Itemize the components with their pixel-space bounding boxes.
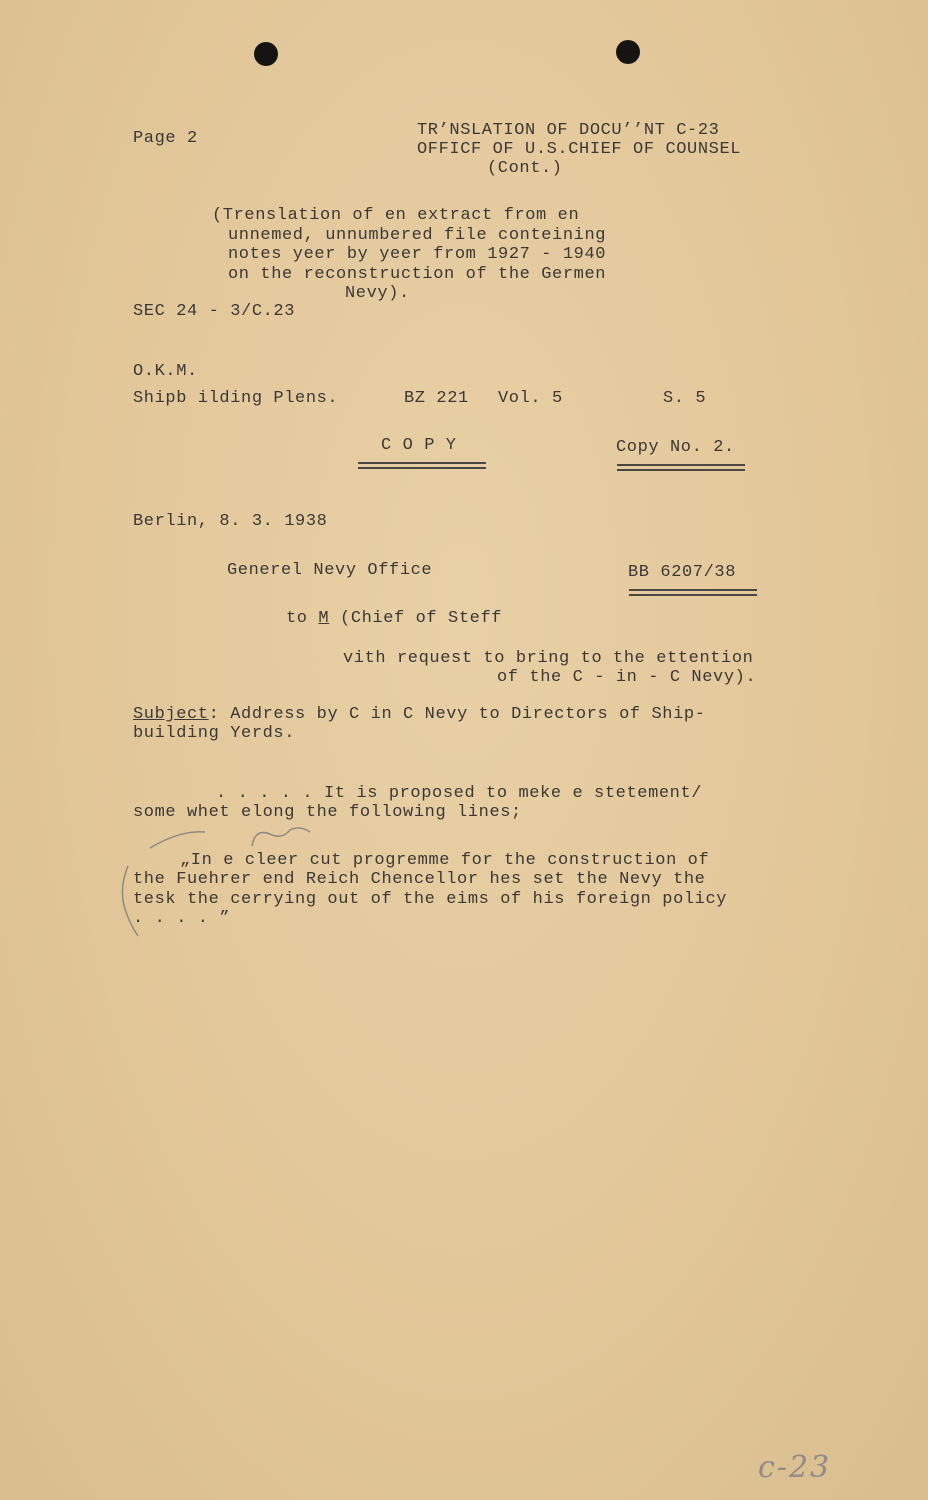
body-para2-line2: the Fuehrer end Reich Chencellor hes set the Nevy the	[133, 870, 706, 889]
s-reference: S. 5	[663, 389, 707, 408]
copy-heading: C O P Y	[381, 436, 457, 455]
volume-reference: Vol. 5	[498, 389, 563, 408]
body-para2-line4: . . . . ”	[133, 909, 231, 928]
subject-line2: building Yerds.	[133, 724, 296, 743]
okm-label: O.K.M.	[133, 362, 198, 381]
shipbuilding-plans-label: Shipb ilding Plens.	[133, 389, 339, 408]
body-para2-line1: „In e cleer cut progremme for the construction of	[180, 851, 710, 870]
subject-label: Subject	[133, 705, 209, 724]
sender-office: Generel Nevy Office	[227, 561, 433, 580]
subject-text: : Address by C in C Nevy to Directors of Ship-	[208, 705, 706, 724]
body-para1-line1: . . . . . It is proposed to meke e stetement/	[216, 784, 703, 803]
extract-note-line4: on the reconstruction of the Germen	[228, 265, 607, 284]
extract-note-line5: Nevy).	[345, 284, 410, 303]
header-title-line3: (Cont.)	[487, 159, 563, 178]
recipient-suffix: (Chief of Steff	[329, 609, 503, 628]
bb-reference: BB 6207/38	[628, 563, 737, 582]
copy-heading-rule	[358, 462, 486, 469]
handwritten-document-number: c-23	[758, 1450, 832, 1485]
recipient-m: M	[318, 609, 330, 628]
sec-reference: SEC 24 - 3/C.23	[133, 302, 296, 321]
copy-number-rule	[617, 464, 745, 471]
extract-note-line3: notes yeer by yeer from 1927 - 1940	[228, 245, 607, 264]
body-para1-line2: some whet elong the following lines;	[133, 803, 522, 822]
page-number: Page 2	[133, 129, 198, 148]
bb-reference-rule	[629, 589, 757, 596]
request-line2: of the C - in - C Nevy).	[497, 668, 757, 687]
request-line1: vith request to bring to the ettention	[343, 649, 754, 668]
copy-number: Copy No. 2.	[616, 438, 735, 457]
body-para2-line3: tesk the cerrying out of the eims of his foreign policy	[133, 890, 728, 909]
recipient-prefix: to	[286, 609, 319, 628]
punch-hole-left	[254, 42, 278, 66]
extract-note-line2: unnemed, unnumbered file conteining	[228, 226, 607, 245]
header-title-line1: TR’NSLATION OF DOCU’’NT C-23	[417, 121, 720, 140]
header-title-line2: OFFICF OF U.S.CHIEF OF COUNSEL	[417, 140, 742, 159]
pencil-bracket-mark	[120, 820, 320, 950]
subject-line1	[133, 705, 706, 724]
bz-reference: BZ 221	[404, 389, 469, 408]
date-line: Berlin, 8. 3. 1938	[133, 512, 328, 531]
recipient-line	[286, 609, 502, 628]
punch-hole-right	[616, 40, 640, 64]
extract-note-line1: (Trenslation of en extract from en	[212, 206, 580, 225]
